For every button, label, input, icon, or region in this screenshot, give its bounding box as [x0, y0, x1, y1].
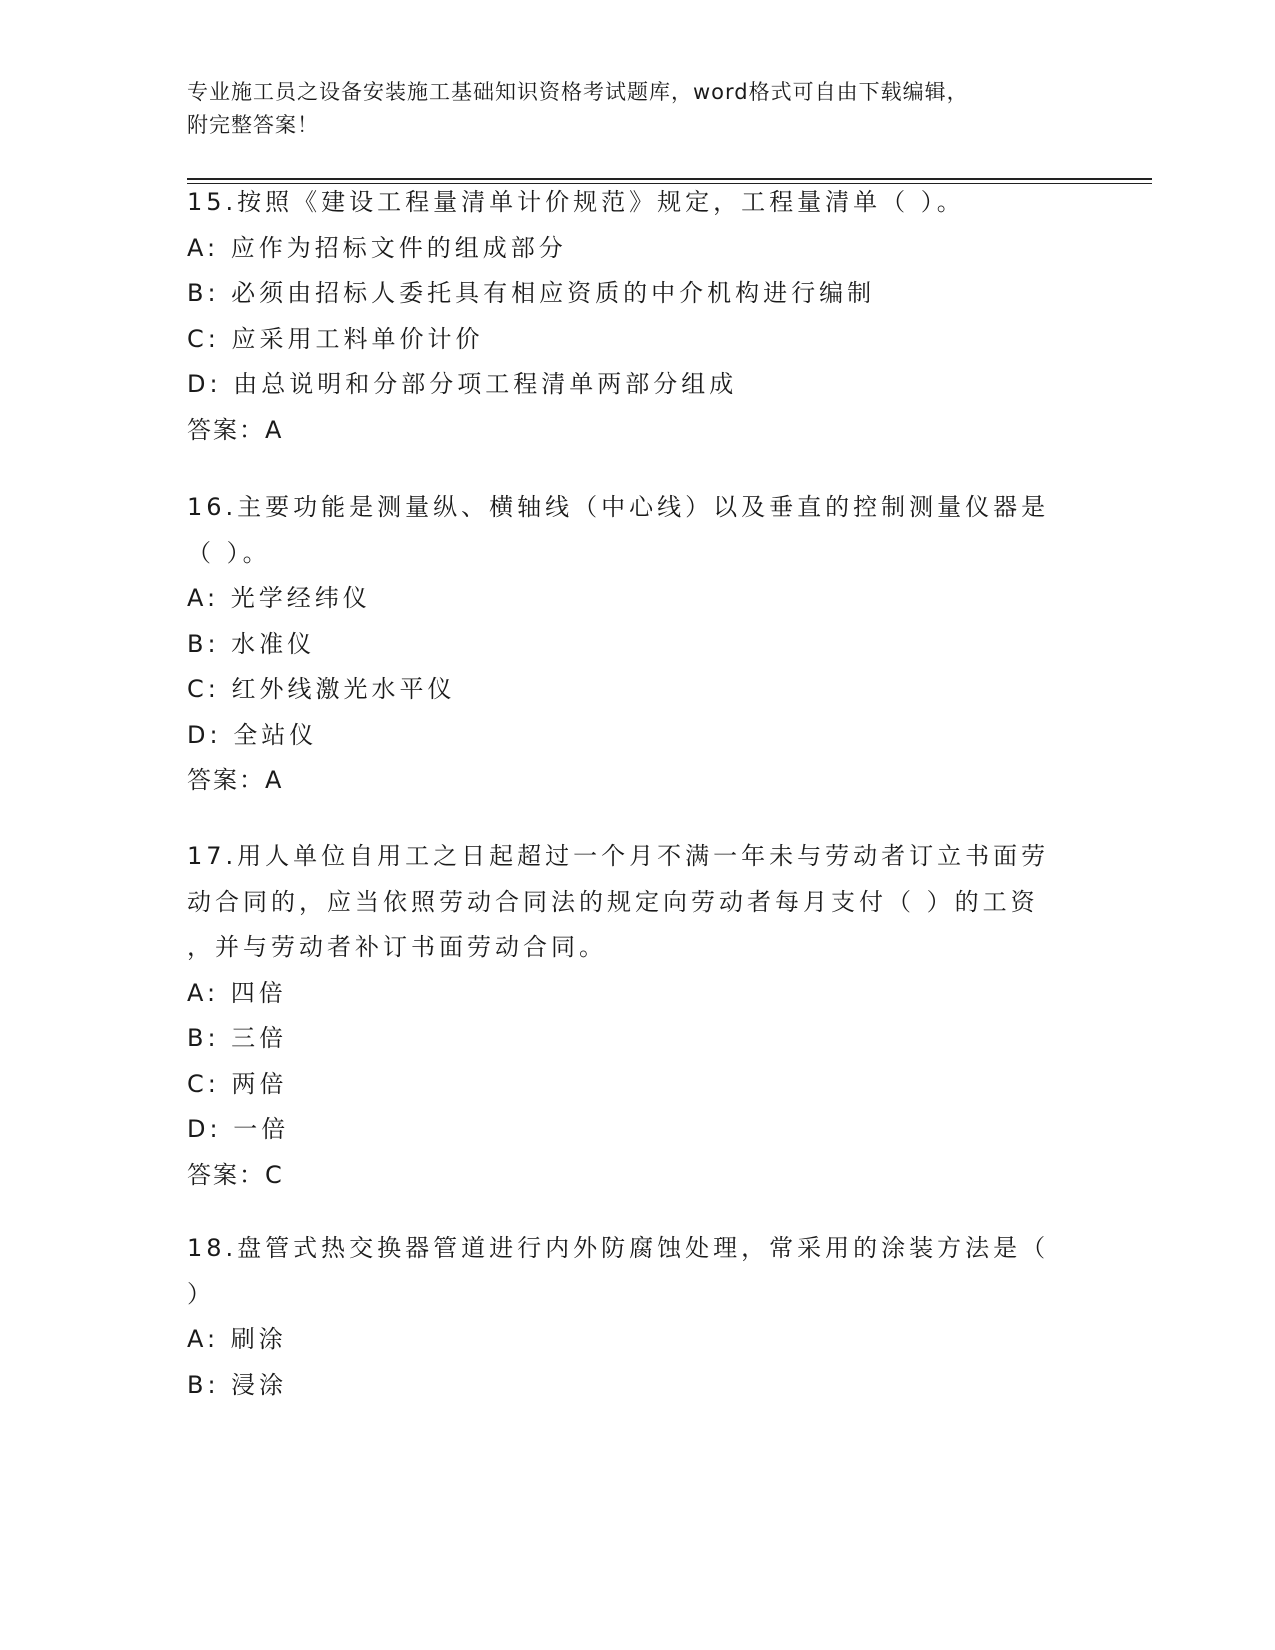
option-b: B: 浸涂 — [187, 1370, 288, 1399]
option-d: D: 全站仪 — [187, 720, 318, 749]
question-stem-line-2: （ ）。 — [187, 538, 271, 567]
question-16 — [187, 485, 1087, 804]
question-stem-line-1: 17.用人单位自用工之日起超过一个月不满一年未与劳动者订立书面劳 — [187, 842, 1050, 870]
question-stem-line-1: 18.盘管式热交换器管道进行内外防腐蚀处理，常采用的涂装方法是（ — [187, 1234, 1050, 1262]
option-d: D: 由总说明和分部分项工程清单两部分组成 — [187, 370, 738, 398]
option-a: A: 光学经纬仪 — [187, 584, 371, 612]
header-line-2: 附完整答案！ — [187, 113, 319, 137]
option-a: A: 四倍 — [187, 978, 287, 1007]
question-stem-line-1: 16.主要功能是测量纵、横轴线（中心线）以及垂直的控制测量仪器是 — [187, 493, 1050, 521]
question-15 — [187, 180, 1087, 453]
question-stem-line-2: ） — [187, 1279, 215, 1308]
header-line-1: 专业施工员之设备安装施工基础知识资格考试题库，word格式可自由下载编辑， — [187, 80, 969, 104]
document-header — [187, 76, 1087, 142]
question-stem-line-3: ，并与劳动者补订书面劳动合同。 — [187, 933, 607, 961]
option-c: C: 应采用工料单价计价 — [187, 324, 484, 353]
question-18 — [187, 1226, 1087, 1408]
option-a: A: 应作为招标文件的组成部分 — [187, 233, 567, 262]
option-b: B: 必须由招标人委托具有相应资质的中介机构进行编制 — [187, 279, 876, 307]
option-b: B: 三倍 — [187, 1024, 288, 1052]
question-stem-line-2: 动合同的，应当依照劳动合同法的规定向劳动者每月支付（ ）的工资 — [187, 887, 1039, 916]
option-b: B: 水准仪 — [187, 629, 316, 658]
answer: 答案：A — [187, 415, 284, 444]
question-stem: 15.按照《建设工程量清单计价规范》规定，工程量清单（ ）。 — [187, 188, 965, 216]
option-c: C: 两倍 — [187, 1069, 288, 1098]
option-c: C: 红外线激光水平仪 — [187, 675, 456, 703]
option-d: D: 一倍 — [187, 1115, 290, 1143]
answer: 答案：C — [187, 1160, 284, 1189]
question-17 — [187, 834, 1087, 1198]
answer: 答案：A — [187, 766, 284, 794]
option-a: A: 刷涂 — [187, 1325, 287, 1353]
